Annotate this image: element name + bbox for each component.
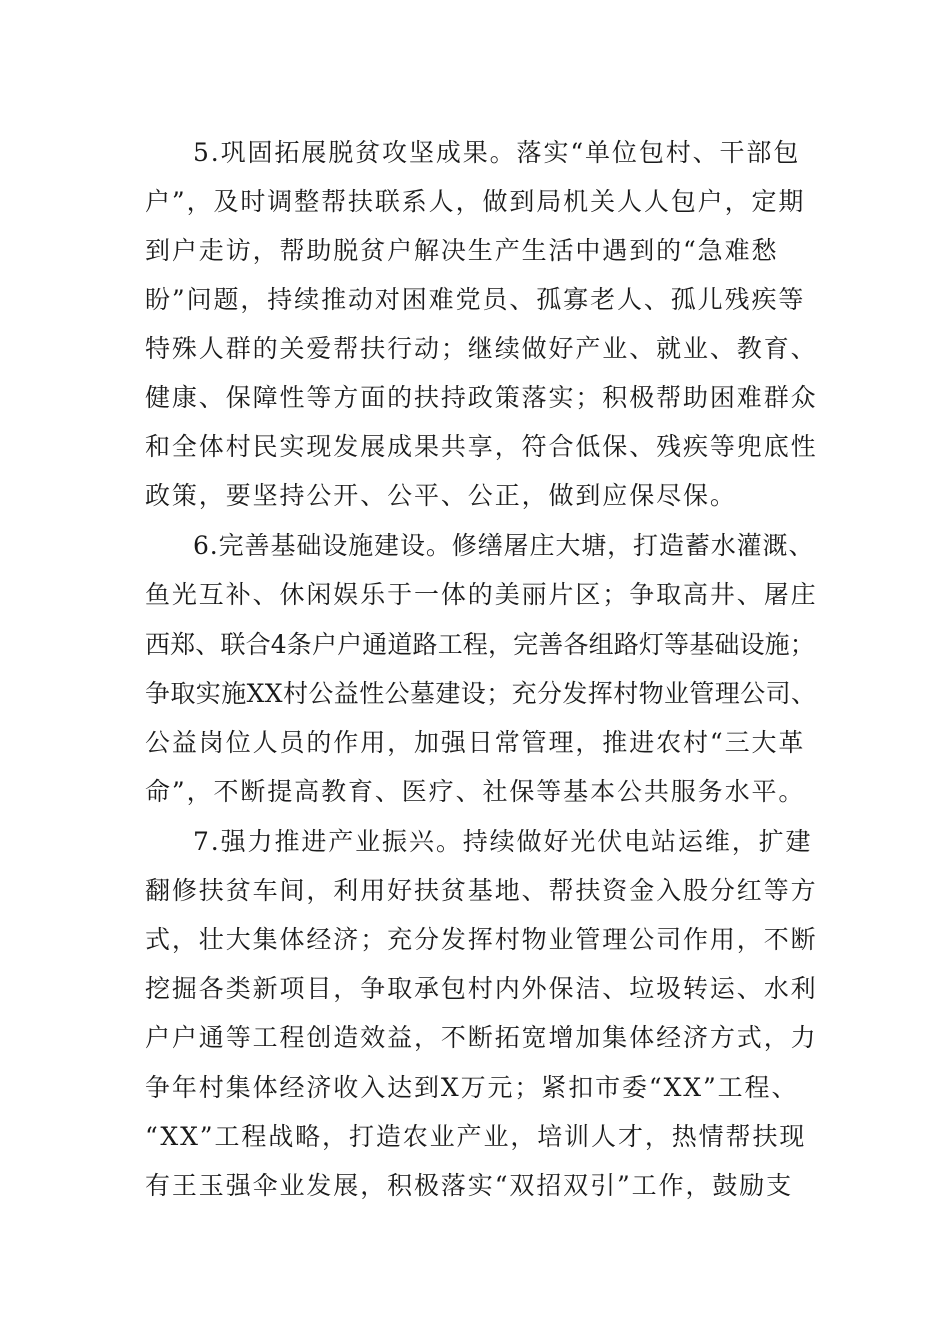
paragraph-7-line-7: “XX”工程战略，打造农业产业，培训人才，热情帮扶现 [145, 1122, 807, 1151]
paragraph-7-line-2: 翻修扶贫车间，利用好扶贫基地、帮扶资金入股分红等方 [145, 876, 818, 905]
paragraph-7-line-4: 挖掘各类新项目，争取承包村内外保洁、垃圾转运、水利 [145, 974, 818, 1003]
paragraph-7-line-1: 7.强力推进产业振兴。持续做好光伏电站运维，扩建 [193, 827, 813, 856]
paragraph-5-line-1: 5.巩固拓展脱贫攻坚成果。落实“单位包村、干部包 [193, 138, 801, 167]
paragraph-6-line-5: 公益岗位人员的作用，加强日常管理，推进农村“三大革 [145, 728, 806, 757]
paragraph-6-line-1: 6.完善基础设施建设。修缮屠庄大塘，打造蓄水灌溉、 [193, 531, 815, 560]
paragraph-5-line-6: 健康、保障性等方面的扶持政策落实；积极帮助困难群众 [145, 383, 818, 412]
paragraph-5-line-8: 政策，要坚持公开、公平、公正，做到应保尽保。 [145, 481, 737, 510]
paragraph-7-line-8: 有王玉强伞业发展，积极落实“双招双引”工作，鼓励支 [145, 1171, 794, 1200]
paragraph-6-line-2: 鱼光互补、休闲娱乐于一体的美丽片区；争取高井、屠庄 [145, 580, 818, 609]
paragraph-6-line-6: 命”，不断提高教育、医疗、社保等基本公共服务水平。 [145, 777, 806, 806]
paragraph-5-line-7: 和全体村民实现发展成果共享，符合低保、残疾等兜底性 [145, 432, 818, 461]
paragraph-7-line-5: 户户通等工程创造效益，不断拓宽增加集体经济方式，力 [145, 1023, 818, 1052]
paragraph-5-line-4: 盼”问题，持续推动对困难党员、孤寡老人、孤儿残疾等 [145, 285, 806, 314]
paragraph-6-line-4: 争取实施XX村公益性公墓建设；充分发挥村物业管理公司、 [145, 679, 817, 708]
paragraph-7-line-6: 争年村集体经济收入达到X万元；紧扣市委“XX”工程、 [145, 1073, 799, 1102]
paragraph-5-line-2: 户”，及时调整帮扶联系人，做到局机关人人包户，定期 [145, 187, 806, 216]
paragraph-5-line-3: 到户走访，帮助脱贫户解决生产生活中遇到的“急难愁 [145, 236, 779, 265]
paragraph-7-line-3: 式，壮大集体经济；充分发挥村物业管理公司作用，不断 [145, 925, 818, 954]
paragraph-5-line-5: 特殊人群的关爱帮扶行动；继续做好产业、就业、教育、 [145, 334, 818, 363]
paragraph-6-line-3: 西郑、联合4条户户通道路工程，完善各组路灯等基础设施； [145, 630, 815, 659]
